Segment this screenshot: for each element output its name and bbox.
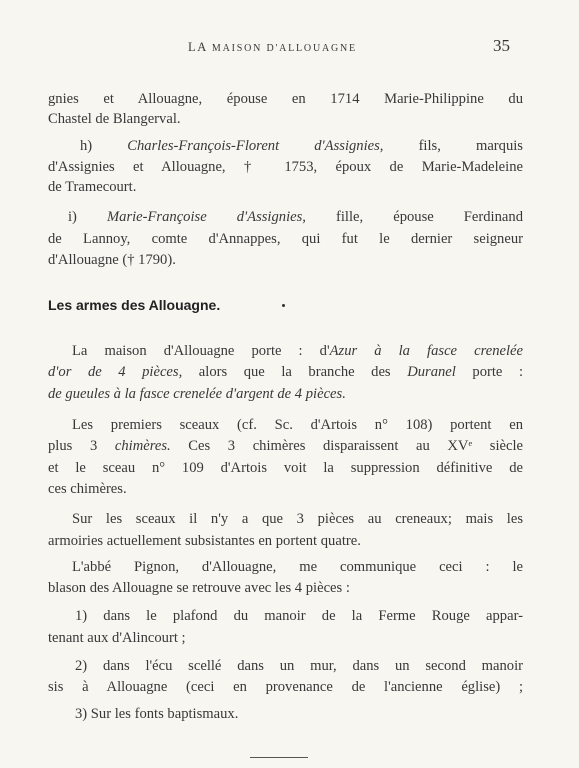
running-title-la: LA [188, 40, 208, 54]
para-2-line-4: ces chimères. [48, 481, 127, 497]
para-1-line-2 [48, 360, 523, 384]
para-h-line-2: d'Assignies et Allouagne, † 1753, époux de Marie-Madeleine [48, 159, 523, 175]
section-heading: Les armes des Allouagne. [48, 297, 221, 313]
para-i-line-1-rest: fille, épouse Ferdinand [336, 209, 523, 225]
heading-dot [282, 304, 285, 307]
page-number: 35 [493, 36, 510, 55]
item-3-line-1: 3) Sur les fonts baptismaux. [75, 706, 239, 722]
para-3-line-2: armoiries actuellement subsistantes en portent quatre. [48, 533, 361, 549]
para-1-line-2-b: alors que la branche des [198, 364, 391, 380]
item-2-line-1: 2) dans l'écu scellé dans un mur, dans un second manoir [75, 658, 523, 674]
para-1-line-3: de gueules à la fasce crenelée d'argent de 4 pièces. [48, 386, 346, 402]
item-1-line-2: tenant aux d'Alincourt ; [48, 630, 186, 646]
item-2-line-2: sis à Allouagne (ceci en provenance de l'ancienne église) ; [48, 679, 523, 695]
item-1-line-1: 1) dans le plafond du manoir de la Ferme Rouge appar- [75, 608, 523, 624]
para-2-line-2-b: chimères. [114, 438, 171, 454]
para-h-line-3: de Tramecourt. [48, 179, 137, 195]
para-1-line-1-b: Azur à la fasce crenelée [329, 343, 523, 359]
para-2-line-2-a: plus 3 [48, 438, 98, 454]
para-g-line-2: Chastel de Blangerval. [48, 111, 181, 127]
para-h-marker: h) [80, 138, 93, 154]
para-4-line-2: blason des Allouagne se retrouve avec les 4 pièces : [48, 580, 350, 596]
para-1-line-2-d: porte : [472, 364, 523, 380]
para-1-line-1-a: La maison d'Allouagne porte : d' [72, 343, 330, 359]
para-g-line-1: gnies et Allouagne, épouse en 1714 Marie-Philippine du [48, 91, 523, 107]
para-i-line-1 [68, 205, 523, 229]
para-1-line-2-a: d'or de 4 pièces, [48, 364, 183, 380]
para-2-line-3: et le sceau n° 109 d'Artois voit la suppression définitive de [48, 460, 523, 476]
para-2-line-1: Les premiers sceaux (cf. Sc. d'Artois n° 108) portent en [72, 417, 523, 433]
para-i-marker: i) [68, 209, 77, 225]
para-2-line-2-c: Ces 3 chimères disparaissent au XVᵉ siècle [188, 438, 524, 454]
para-h-name: Charles-François-Florent d'Assignies, [127, 138, 384, 154]
para-i-name: Marie-Françoise d'Assignies, [106, 209, 306, 225]
running-title-rest: MAISON D'ALLOUAGNE [211, 43, 357, 54]
running-title [188, 40, 357, 55]
para-3-line-1: Sur les sceaux il n'y a que 3 pièces au creneaux; mais les [72, 511, 523, 527]
para-i-line-3: d'Allouagne († 1790). [48, 252, 176, 268]
para-i-line-2: de Lannoy, comte d'Annappes, qui fut le dernier seigneur [48, 231, 523, 247]
running-header [0, 38, 579, 58]
footer-rule [250, 757, 308, 758]
para-4-line-1: L'abbé Pignon, d'Allouagne, me communique ceci : le [72, 559, 523, 575]
para-h-line-1-rest: fils, marquis [418, 138, 523, 154]
para-2-line-2 [48, 434, 523, 458]
para-1-line-2-c: Duranel [407, 364, 456, 380]
